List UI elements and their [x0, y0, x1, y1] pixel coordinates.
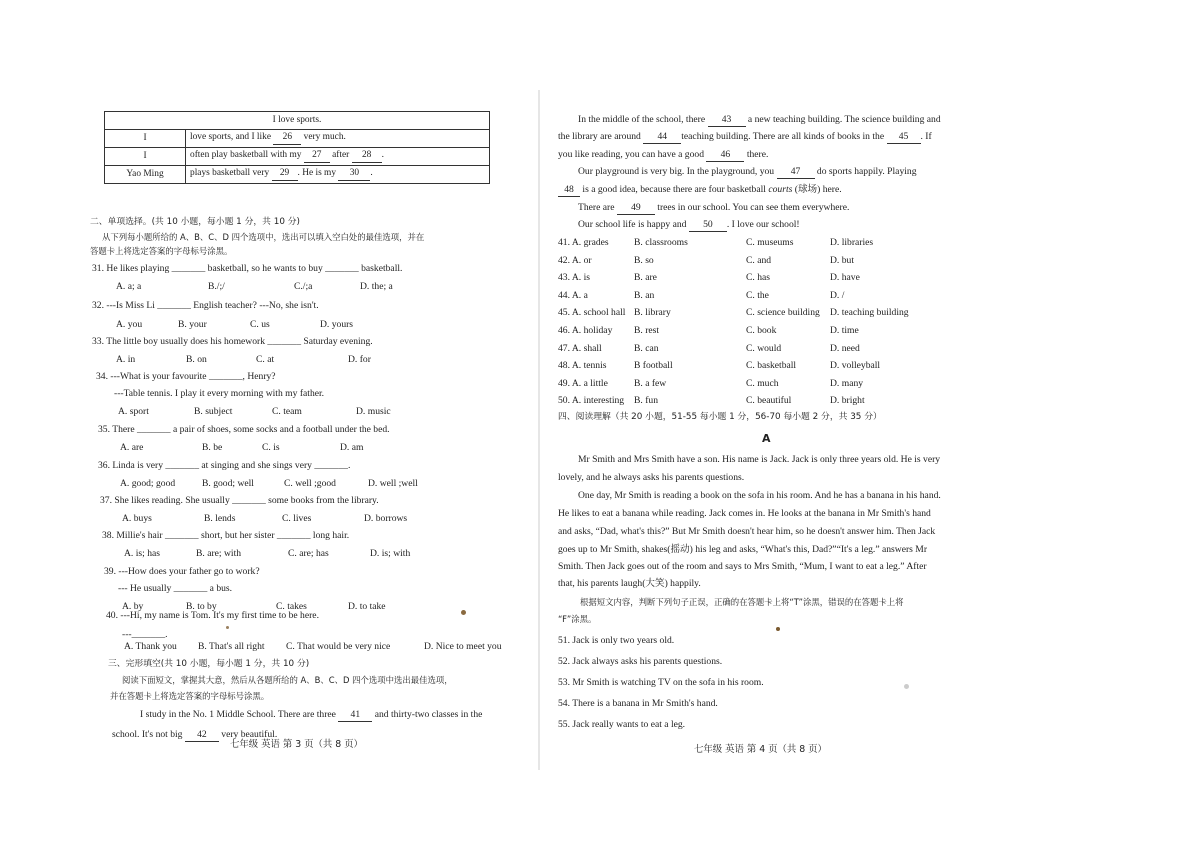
blank-29: 29	[272, 168, 298, 180]
option-a: 49. A. a little	[558, 377, 608, 389]
option-a: A. good; good	[120, 478, 176, 489]
option-d: D. music	[356, 406, 391, 417]
option-d: D. have	[830, 272, 860, 284]
option-c: C. takes	[276, 601, 307, 612]
page-footer-3: 七年级 英语 第 3 页（共 8 页）	[230, 739, 363, 750]
option-a: 46. A. holiday	[558, 325, 613, 336]
section2-instruction-2: 答题卡上将选定答案的字母标号涂黑。	[90, 246, 233, 256]
reading-line-5: and asks, “Dad, what's this?” But Mr Smith doesn't hear him, so he doesn't answer him. Then Jack	[558, 526, 936, 537]
table-row	[105, 166, 490, 184]
question-38: 38. Millie's hair _______ short, but her sister _______ long hair.	[102, 530, 350, 541]
question-33: 33. The little boy usually does his homework _______ Saturday evening.	[92, 336, 373, 347]
reading-line-4: He likes to eat a banana while reading. Jack comes in. He looks at the banana in Mr Smith's hand	[558, 508, 931, 519]
statement-54: 54. There is a banana in Mr Smith's hand.	[558, 698, 718, 709]
cloze-para-line-5: 48 is a good idea, because there are four basketball courts (球场) here.	[558, 184, 842, 197]
cloze-option-row	[558, 325, 978, 339]
question-31: 31. He likes playing _______ basketball, so he wants to buy _______ basketball.	[92, 263, 403, 274]
option-c: C. has	[746, 272, 770, 284]
option-a: A. are	[120, 442, 144, 453]
option-a: A. buys	[122, 513, 152, 524]
blank-50: 50	[689, 219, 727, 232]
scan-speck	[226, 626, 229, 629]
table-cell-name: I	[105, 148, 186, 166]
option-b: B football	[634, 360, 673, 372]
cloze-para-line-1: In the middle of the school, there 43 a new teaching building. The science building and	[578, 114, 941, 125]
section2-title: 二、单项选择。(共 10 小题，每小题 1 分，共 10 分)	[90, 217, 300, 227]
option-a: 48. A. tennis	[558, 360, 607, 372]
option-b: B. subject	[194, 406, 233, 417]
option-c: C. and	[746, 254, 772, 266]
option-d: D. bright	[830, 395, 865, 407]
cloze-option-row	[558, 395, 978, 409]
option-d: D. libraries	[830, 237, 874, 248]
question-40: 40. ---Hi, my name is Tom. It's my first time to be here.	[106, 610, 319, 621]
sports-table	[104, 111, 490, 184]
option-d: D. need	[830, 342, 860, 354]
table-row	[105, 148, 490, 166]
option-a: 50. A. interesting	[558, 395, 625, 407]
option-b: B. so	[634, 254, 654, 266]
option-a: A. is; has	[124, 548, 160, 559]
question-32: 32. ---Is Miss Li _______ English teacher? ---No, she isn't.	[92, 300, 319, 311]
cloze-para-line-2: the library are around 44 teaching building. There are all kinds of books in the 45 . If	[558, 131, 932, 142]
section2-instruction-1: 从下列每小题所给的 A、B、C、D 四个选项中，选出可以填入空白处的最佳选项，并在	[102, 232, 425, 242]
blank-27: 27	[304, 150, 330, 162]
blank-45: 45	[887, 131, 921, 144]
option-b: B. library	[634, 307, 671, 319]
reading-line-2: lovely, and he always asks his parents questions.	[558, 472, 745, 483]
option-d: D. am	[340, 442, 364, 453]
option-b: B./;/	[208, 281, 225, 292]
exam-page-4	[556, 108, 986, 768]
table-cell-text: often play basketball with my 27 after 28 .	[186, 148, 490, 166]
option-c: C. would	[746, 342, 782, 354]
scan-speck	[776, 627, 780, 631]
reading-line-6: goes up to Mr Smith, shakes(摇动) his leg and asks, “What's this, Dad?”“It's a leg.” answers Mr	[558, 544, 928, 555]
option-c: C. science building	[746, 307, 820, 319]
cloze-option-row	[558, 307, 978, 321]
cloze-para-line-4: Our playground is very big. In the playground, you 47 do sports happily. Playing	[578, 166, 917, 177]
blank-28: 28	[352, 150, 382, 162]
option-a: A. by	[122, 601, 144, 612]
blank-41: 41	[338, 709, 372, 722]
option-a: 45. A. school hall	[558, 307, 626, 319]
scan-speck	[461, 610, 466, 615]
option-c: C. That would be very nice	[286, 641, 391, 652]
statement-51: 51. Jack is only two years old.	[558, 635, 675, 646]
option-d: D. well ;well	[368, 478, 418, 489]
tf-instruction-2: “F”涂黑。	[558, 614, 597, 624]
reading-line-3: One day, Mr Smith is reading a book on the sofa in his room. And he has a banana in his hand.	[578, 490, 941, 501]
option-d: D. for	[348, 354, 371, 365]
question-37: 37. She likes reading. She usually _______ some books from the library.	[100, 495, 379, 506]
question-39: 39. ---How does your father go to work?	[104, 566, 260, 577]
cloze-para-line-6: There are 49 trees in our school. You can see them everywhere.	[578, 202, 850, 213]
option-c: C. is	[262, 442, 280, 453]
option-d: D. many	[830, 377, 864, 389]
option-b: B. lends	[204, 513, 236, 524]
cloze-option-row	[558, 343, 978, 357]
table-title-row	[105, 112, 490, 130]
reading-line-7: Smith. Then Jack goes out of the room and says to Mrs Smith, “Mum, I want to eat a leg.” After	[558, 561, 927, 572]
cloze-option-row	[558, 272, 978, 286]
option-b: B. That's all right	[198, 641, 265, 652]
question-36: 36. Linda is very _______ at singing and she sings very _______.	[98, 460, 351, 471]
cloze-option-row	[558, 237, 978, 251]
option-a: A. sport	[118, 406, 149, 417]
question-39-answer: --- He usually _______ a bus.	[118, 583, 233, 594]
cloze-option-row	[558, 360, 978, 374]
table-row	[105, 130, 490, 148]
blank-30: 30	[338, 168, 370, 180]
page-footer-4: 七年级 英语 第 4 页（共 8 页）	[694, 744, 827, 755]
reading-line-8: that, his parents laugh(大笑) happily.	[558, 578, 701, 589]
option-b: B. on	[186, 354, 207, 365]
blank-42: 42	[185, 729, 219, 742]
question-34-answer: ---Table tennis. I play it every morning with my father.	[114, 388, 325, 399]
option-c: C. book	[746, 325, 777, 336]
option-a: A. you	[116, 319, 143, 330]
blank-49: 49	[617, 202, 655, 215]
cloze-para-line-3: you like reading, you can have a good 46 there.	[558, 149, 769, 160]
option-d: D. yours	[320, 319, 354, 330]
cloze-line-1: I study in the No. 1 Middle School. There are three 41 and thirty-two classes in the	[140, 709, 483, 720]
option-b: B. your	[178, 319, 207, 330]
option-b: B. fun	[634, 395, 658, 407]
tf-instruction-1: 根据短文内容，判断下列句子正误，正确的在答题卡上将“T”涂黑，错误的在答题卡上将	[580, 597, 904, 607]
option-a: 43. A. is	[558, 272, 590, 284]
option-a: 41. A. grades	[558, 237, 609, 248]
option-d: D. /	[830, 289, 845, 301]
option-a: A. a; a	[116, 281, 142, 292]
option-c: C./;a	[294, 281, 313, 292]
option-b: B. good; well	[202, 478, 254, 489]
reading-line-1: Mr Smith and Mrs Smith have a son. His name is Jack. Jack is only three years old. He is very	[578, 454, 941, 465]
option-d: D. but	[830, 254, 854, 266]
table-cell-name: I	[105, 130, 186, 148]
exam-page-3	[88, 105, 528, 765]
question-34: 34. ---What is your favourite _______, Henry?	[96, 371, 276, 382]
statement-55: 55. Jack really wants to eat a leg.	[558, 719, 686, 730]
passage-letter: A	[762, 432, 771, 445]
option-b: B. a few	[634, 377, 667, 389]
cloze-para-line-7: Our school life is happy and 50 . I love our school!	[578, 219, 800, 230]
table-cell-text: love sports, and I like 26 very much.	[186, 130, 490, 148]
option-b: B. rest	[634, 325, 660, 336]
option-c: C. the	[746, 289, 769, 301]
option-b: B. are	[634, 272, 657, 284]
option-c: C. lives	[282, 513, 312, 524]
blank-43: 43	[708, 114, 746, 127]
blank-44: 44	[643, 131, 681, 144]
option-b: B. to by	[186, 601, 217, 612]
option-c: C. are; has	[288, 548, 329, 559]
blank-26: 26	[273, 132, 301, 144]
option-d: D. to take	[348, 601, 386, 612]
option-c: C. well ;good	[284, 478, 336, 489]
page-fold	[538, 90, 540, 770]
option-c: C. museums	[746, 237, 794, 248]
option-b: B. classrooms	[634, 237, 688, 248]
option-c: C. us	[250, 319, 270, 330]
option-b: B. are; with	[196, 548, 242, 559]
option-a: A. Thank you	[124, 641, 177, 652]
option-c: C. basketball	[746, 360, 797, 372]
option-c: C. at	[256, 354, 275, 365]
section3-title: 三、完形填空(共 10 小题，每小题 1 分，共 10 分)	[108, 659, 310, 669]
statement-52: 52. Jack always asks his parents questions.	[558, 656, 723, 667]
option-d: D. volleyball	[830, 360, 881, 372]
blank-46: 46	[706, 149, 744, 162]
option-d: D. Nice to meet you	[424, 641, 502, 652]
option-c: C. team	[272, 406, 302, 417]
cloze-option-row	[558, 255, 978, 269]
option-b: B. be	[202, 442, 223, 453]
option-a: 44. A. a	[558, 289, 588, 301]
question-40-answer: ---_______.	[122, 629, 168, 640]
option-c: C. much	[746, 377, 779, 389]
cloze-line-2: school. It's not big 42 very beautiful.	[112, 729, 278, 740]
section3-instruction-1: 阅读下面短文，掌握其大意，然后从各题所给的 A、B、C、D 四个选项中选出最佳选项，	[122, 675, 453, 685]
option-d: D. time	[830, 325, 859, 336]
statement-53: 53. Mr Smith is watching TV on the sofa in his room.	[558, 677, 764, 688]
option-d: D. the; a	[360, 281, 393, 292]
option-b: B. can	[634, 342, 659, 354]
cloze-option-row	[558, 378, 978, 392]
option-a: A. in	[116, 354, 136, 365]
option-d: D. teaching building	[830, 307, 909, 319]
section3-instruction-2: 并在答题卡上将选定答案的字母标号涂黑。	[110, 691, 270, 701]
option-a: 42. A. or	[558, 254, 592, 266]
section4-title: 四、阅读理解（共 20 小题，51-55 每小题 1 分，56-70 每小题 2 分，共 35 分）	[558, 412, 882, 422]
cloze-option-row	[558, 290, 978, 304]
option-a: 47. A. shall	[558, 342, 602, 354]
option-c: C. beautiful	[746, 395, 792, 407]
scan-speck	[904, 684, 909, 689]
option-d: D. borrows	[364, 513, 408, 524]
blank-48: 48	[558, 184, 580, 197]
table-cell-text: plays basketball very 29 . He is my 30 .	[186, 166, 490, 184]
option-b: B. an	[634, 289, 655, 301]
table-cell-name: Yao Ming	[105, 166, 186, 184]
option-d: D. is; with	[370, 548, 411, 559]
blank-47: 47	[777, 166, 815, 179]
question-35: 35. There _______ a pair of shoes, some socks and a football under the bed.	[98, 424, 390, 435]
table-title: I love sports.	[105, 112, 490, 130]
